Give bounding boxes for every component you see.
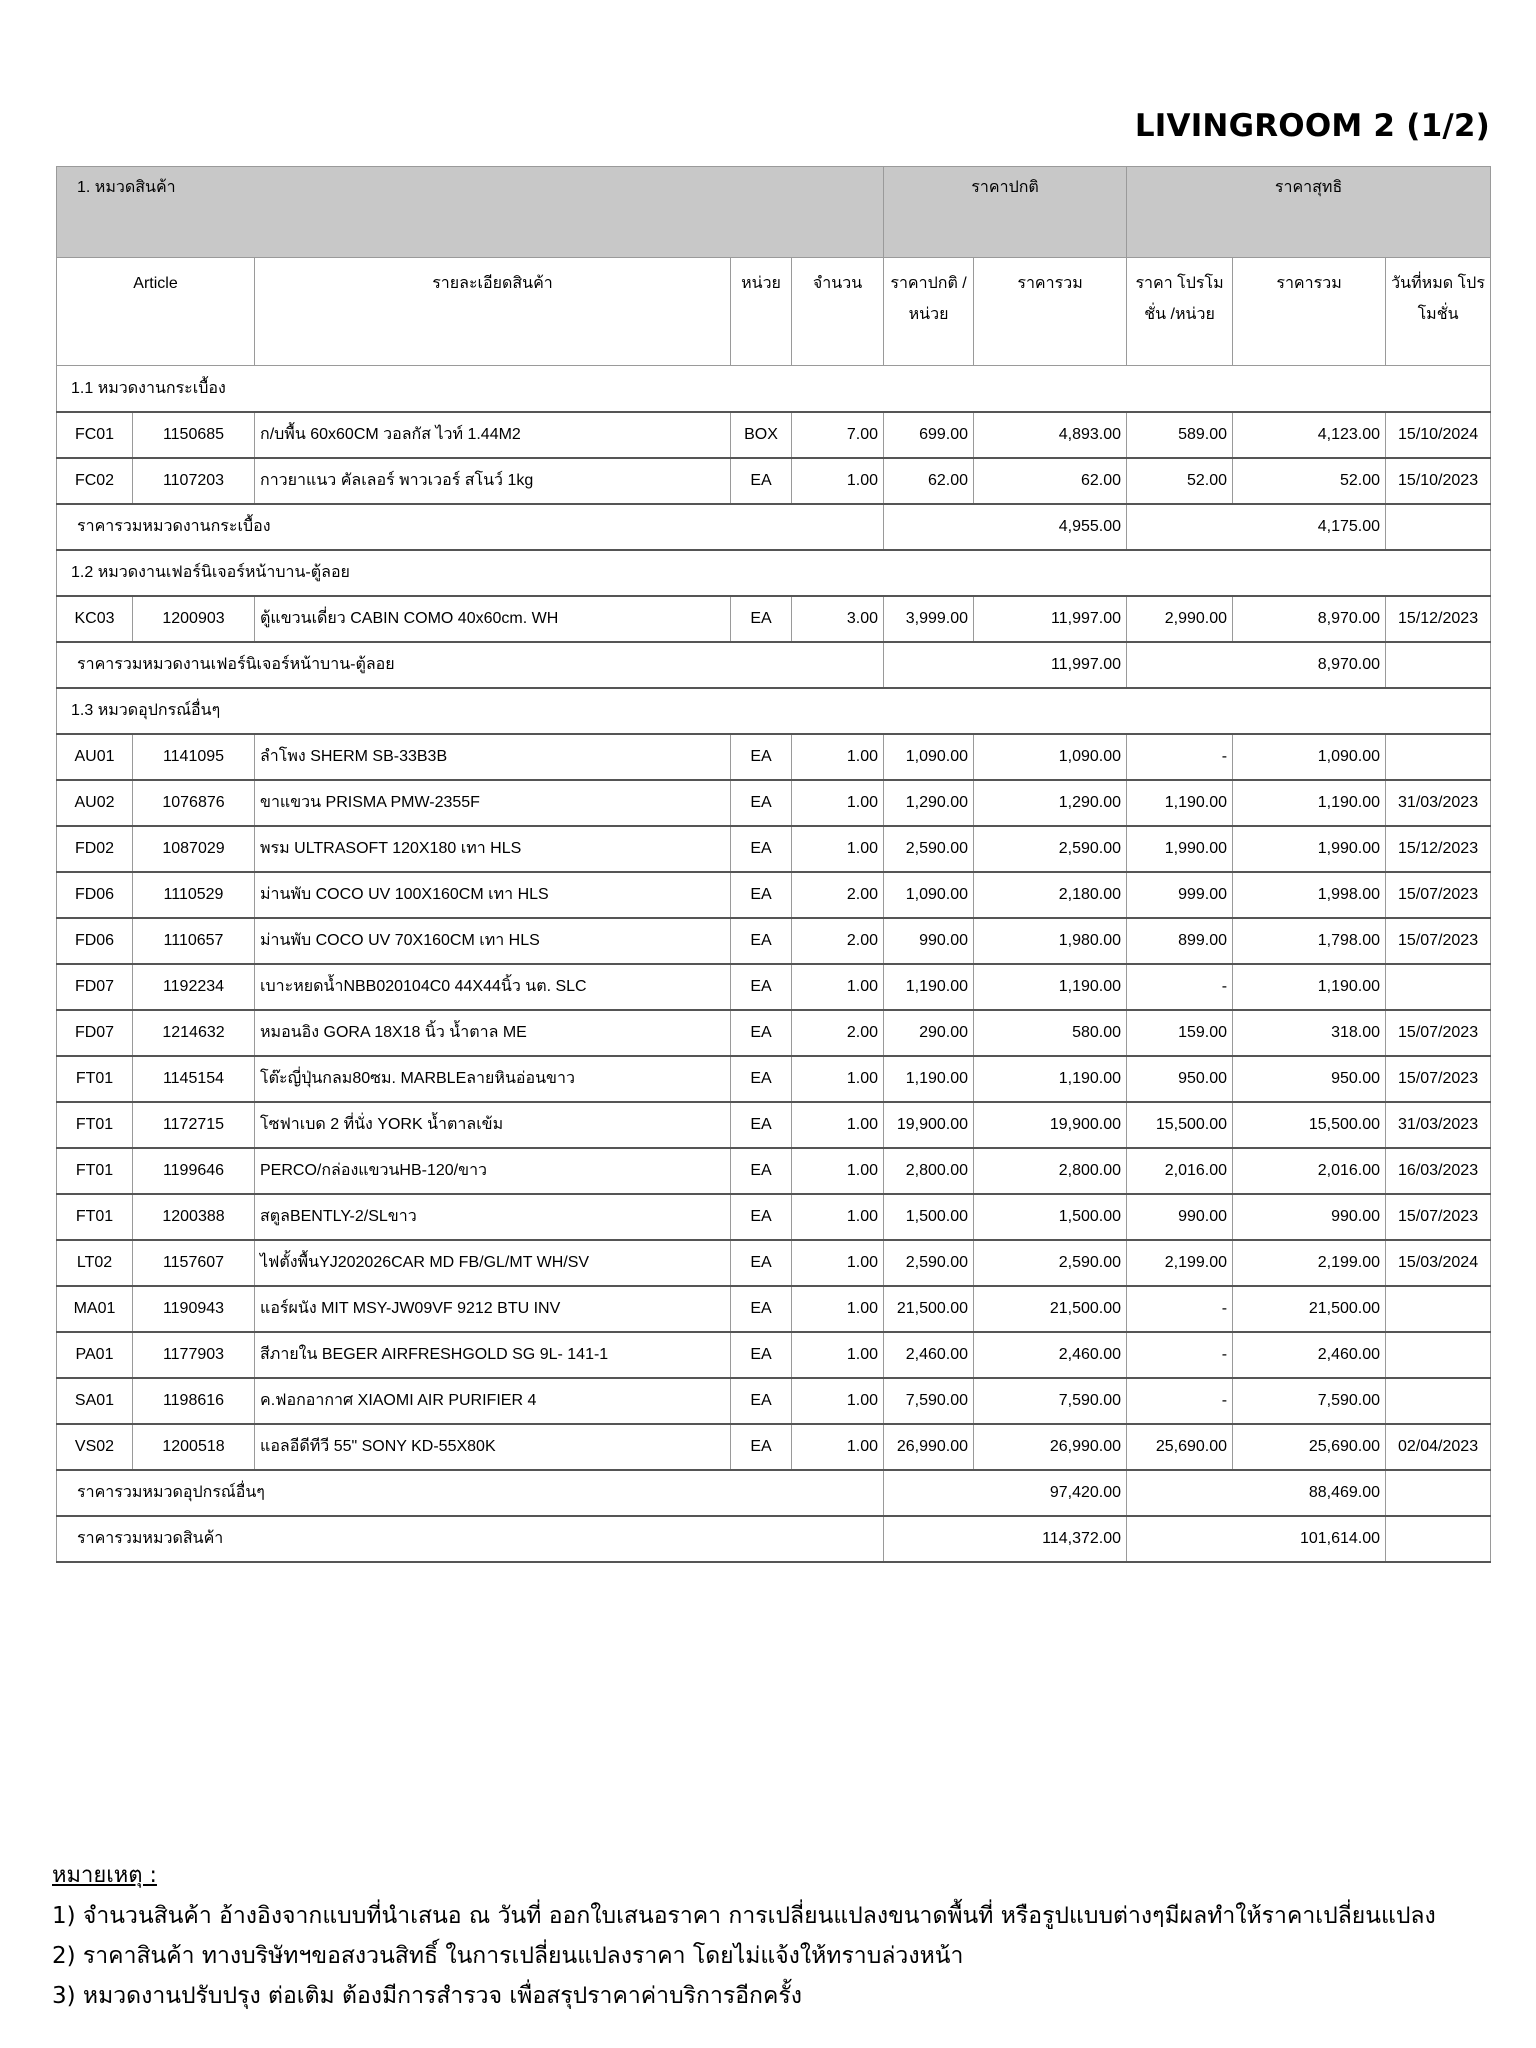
item-promo-total: 1,190.00 — [1233, 780, 1386, 826]
item-code: AU02 — [57, 780, 133, 826]
table-row — [57, 964, 1491, 1010]
item-description: ขาแขวน PRISMA PMW-2355F — [255, 780, 731, 826]
subtotal-normal: 11,997.00 — [884, 642, 1127, 688]
item-promo-price: 52.00 — [1127, 458, 1233, 504]
item-total: 1,290.00 — [974, 780, 1127, 826]
note-line: 1) จำนวนสินค้า อ้างอิงจากแบบที่นำเสนอ ณ วันที่ ออกใบเสนอราคา การเปลี่ยนแปลงขนาดพื้นที่ หรือรูปแบบต่างๆมีผลทำให้ราคาเปลี่ยนแปลง — [52, 1903, 1436, 1929]
category-header: 1. หมวดสินค้า — [57, 167, 884, 258]
table-row — [57, 458, 1491, 504]
item-qty: 3.00 — [792, 596, 884, 642]
item-total: 2,180.00 — [974, 872, 1127, 918]
item-code: FC01 — [57, 412, 133, 458]
item-qty: 1.00 — [792, 1378, 884, 1424]
item-promo-total: 25,690.00 — [1233, 1424, 1386, 1470]
item-code: SA01 — [57, 1378, 133, 1424]
item-promo-end — [1386, 1378, 1491, 1424]
item-unit-price: 1,190.00 — [884, 964, 974, 1010]
subtotal-empty — [1386, 504, 1491, 550]
item-unit: EA — [731, 826, 792, 872]
item-description: ก/บพื้น 60x60CM วอลกัส ไวท์ 1.44M2 — [255, 412, 731, 458]
item-unit-price: 1,500.00 — [884, 1194, 974, 1240]
note-line: 3) หมวดงานปรับปรุง ต่อเติม ต้องมีการสำรวจ เพื่อสรุปราคาค่าบริการอีกครั้ง — [52, 1983, 802, 2009]
subtotal-row — [57, 504, 1491, 550]
table-row — [57, 826, 1491, 872]
quotation-table — [56, 166, 1491, 1563]
item-unit-price: 290.00 — [884, 1010, 974, 1056]
subtotal-net: 8,970.00 — [1127, 642, 1386, 688]
item-description: ตู้แขวนเดี่ยว CABIN COMO 40x60cm. WH — [255, 596, 731, 642]
section-row — [57, 688, 1491, 734]
item-description: ม่านพับ COCO UV 100X160CM เทา HLS — [255, 872, 731, 918]
grand-total-row — [57, 1516, 1491, 1562]
item-total: 2,590.00 — [974, 826, 1127, 872]
item-code: FD02 — [57, 826, 133, 872]
item-article: 1190943 — [133, 1286, 255, 1332]
item-unit: EA — [731, 1424, 792, 1470]
item-total: 1,190.00 — [974, 1056, 1127, 1102]
subtotal-net: 4,175.00 — [1127, 504, 1386, 550]
item-qty: 1.00 — [792, 1240, 884, 1286]
item-promo-end: 02/04/2023 — [1386, 1424, 1491, 1470]
item-unit: EA — [731, 1148, 792, 1194]
item-promo-end: 31/03/2023 — [1386, 780, 1491, 826]
subtotal-row — [57, 1470, 1491, 1516]
item-promo-total: 950.00 — [1233, 1056, 1386, 1102]
item-unit-price: 19,900.00 — [884, 1102, 974, 1148]
normal-price-header: ราคาปกติ — [884, 167, 1127, 258]
table-row — [57, 412, 1491, 458]
item-unit-price: 2,800.00 — [884, 1148, 974, 1194]
item-qty: 1.00 — [792, 1286, 884, 1332]
item-total: 4,893.00 — [974, 412, 1127, 458]
item-description: สีภายใน BEGER AIRFRESHGOLD SG 9L- 141-1 — [255, 1332, 731, 1378]
item-qty: 1.00 — [792, 964, 884, 1010]
item-unit: EA — [731, 1240, 792, 1286]
item-unit: EA — [731, 1378, 792, 1424]
item-promo-price: - — [1127, 1378, 1233, 1424]
grand-total-net: 101,614.00 — [1127, 1516, 1386, 1562]
item-promo-end: 15/07/2023 — [1386, 1056, 1491, 1102]
item-unit-price: 990.00 — [884, 918, 974, 964]
item-article: 1145154 — [133, 1056, 255, 1102]
item-article: 1110657 — [133, 918, 255, 964]
item-promo-end: 15/07/2023 — [1386, 918, 1491, 964]
item-qty: 1.00 — [792, 826, 884, 872]
item-promo-total: 1,998.00 — [1233, 872, 1386, 918]
notes — [52, 1856, 1436, 2016]
item-promo-end: 15/07/2023 — [1386, 1194, 1491, 1240]
item-promo-total: 1,798.00 — [1233, 918, 1386, 964]
item-code: KC03 — [57, 596, 133, 642]
item-promo-price: 950.00 — [1127, 1056, 1233, 1102]
item-code: MA01 — [57, 1286, 133, 1332]
item-promo-total: 1,090.00 — [1233, 734, 1386, 780]
item-description: ม่านพับ COCO UV 70X160CM เทา HLS — [255, 918, 731, 964]
item-qty: 7.00 — [792, 412, 884, 458]
item-unit: EA — [731, 1286, 792, 1332]
item-qty: 1.00 — [792, 1194, 884, 1240]
section-row — [57, 366, 1491, 412]
col-promo-price: ราคา โปรโมชั่น /หน่วย — [1127, 258, 1233, 366]
item-promo-price: 2,199.00 — [1127, 1240, 1233, 1286]
subtotal-label: ราคารวมหมวดงานเฟอร์นิเจอร์หน้าบาน-ตู้ลอย — [57, 642, 884, 688]
item-article: 1200388 — [133, 1194, 255, 1240]
item-unit: EA — [731, 596, 792, 642]
item-code: AU01 — [57, 734, 133, 780]
item-qty: 1.00 — [792, 734, 884, 780]
item-promo-total: 1,990.00 — [1233, 826, 1386, 872]
item-code: FT01 — [57, 1056, 133, 1102]
table-row — [57, 1332, 1491, 1378]
item-promo-end: 15/07/2023 — [1386, 872, 1491, 918]
item-unit: EA — [731, 1194, 792, 1240]
net-price-header: ราคาสุทธิ — [1127, 167, 1491, 258]
item-qty: 1.00 — [792, 1148, 884, 1194]
item-qty: 1.00 — [792, 1424, 884, 1470]
item-qty: 1.00 — [792, 1332, 884, 1378]
item-description: ไฟตั้งพื้นYJ202026CAR MD FB/GL/MT WH/SV — [255, 1240, 731, 1286]
table-row — [57, 1378, 1491, 1424]
section-title: 1.3 หมวดอุปกรณ์อื่นๆ — [57, 688, 1491, 734]
item-qty: 1.00 — [792, 780, 884, 826]
item-qty: 1.00 — [792, 458, 884, 504]
item-promo-price: - — [1127, 734, 1233, 780]
item-description: โซฟาเบด 2 ที่นั่ง YORK น้ำตาลเข้ม — [255, 1102, 731, 1148]
item-article: 1157607 — [133, 1240, 255, 1286]
item-unit: EA — [731, 1056, 792, 1102]
table-row — [57, 1148, 1491, 1194]
subtotal-empty — [1386, 1470, 1491, 1516]
item-promo-end — [1386, 734, 1491, 780]
item-unit-price: 699.00 — [884, 412, 974, 458]
item-description: หมอนอิง GORA 18X18 นิ้ว น้ำตาล ME — [255, 1010, 731, 1056]
item-total: 7,590.00 — [974, 1378, 1127, 1424]
item-promo-total: 21,500.00 — [1233, 1286, 1386, 1332]
item-promo-end: 15/12/2023 — [1386, 826, 1491, 872]
item-article: 1107203 — [133, 458, 255, 504]
table-row — [57, 872, 1491, 918]
item-promo-total: 2,460.00 — [1233, 1332, 1386, 1378]
item-promo-total: 318.00 — [1233, 1010, 1386, 1056]
item-total: 1,190.00 — [974, 964, 1127, 1010]
col-total: ราคารวม — [974, 258, 1127, 366]
item-promo-price: - — [1127, 964, 1233, 1010]
item-unit: BOX — [731, 412, 792, 458]
item-code: FD06 — [57, 872, 133, 918]
table-row — [57, 1102, 1491, 1148]
item-code: LT02 — [57, 1240, 133, 1286]
item-code: FD07 — [57, 1010, 133, 1056]
item-code: FD06 — [57, 918, 133, 964]
subtotal-row — [57, 642, 1491, 688]
item-unit: EA — [731, 1010, 792, 1056]
subtotal-label: ราคารวมหมวดงานกระเบื้อง — [57, 504, 884, 550]
item-total: 19,900.00 — [974, 1102, 1127, 1148]
item-promo-end: 15/03/2024 — [1386, 1240, 1491, 1286]
item-description: โต๊ะญี่ปุ่นกลม80ซม. MARBLEลายหินอ่อนขาว — [255, 1056, 731, 1102]
item-total: 1,980.00 — [974, 918, 1127, 964]
item-description: PERCO/กล่องแขวนHB-120/ขาว — [255, 1148, 731, 1194]
table-row — [57, 780, 1491, 826]
item-total: 62.00 — [974, 458, 1127, 504]
table-column-header — [57, 258, 1491, 366]
item-unit-price: 7,590.00 — [884, 1378, 974, 1424]
item-total: 1,500.00 — [974, 1194, 1127, 1240]
item-promo-price: 25,690.00 — [1127, 1424, 1233, 1470]
item-promo-price: 2,016.00 — [1127, 1148, 1233, 1194]
item-article: 1141095 — [133, 734, 255, 780]
item-article: 1198616 — [133, 1378, 255, 1424]
item-qty: 2.00 — [792, 872, 884, 918]
col-promo-end: วันที่หมด โปรโมชั่น — [1386, 258, 1491, 366]
item-promo-end: 31/03/2023 — [1386, 1102, 1491, 1148]
item-total: 2,460.00 — [974, 1332, 1127, 1378]
item-promo-price: 1,190.00 — [1127, 780, 1233, 826]
item-unit: EA — [731, 964, 792, 1010]
item-promo-total: 990.00 — [1233, 1194, 1386, 1240]
item-total: 2,800.00 — [974, 1148, 1127, 1194]
col-qty: จำนวน — [792, 258, 884, 366]
item-promo-total: 52.00 — [1233, 458, 1386, 504]
subtotal-normal: 97,420.00 — [884, 1470, 1127, 1516]
subtotal-label: ราคารวมหมวดอุปกรณ์อื่นๆ — [57, 1470, 884, 1516]
item-unit: EA — [731, 780, 792, 826]
item-total: 21,500.00 — [974, 1286, 1127, 1332]
item-promo-total: 2,199.00 — [1233, 1240, 1386, 1286]
item-unit-price: 2,460.00 — [884, 1332, 974, 1378]
item-unit: EA — [731, 872, 792, 918]
item-promo-price: 15,500.00 — [1127, 1102, 1233, 1148]
item-total: 26,990.00 — [974, 1424, 1127, 1470]
grand-total-empty — [1386, 1516, 1491, 1562]
item-description: เบาะหยดน้ำNBB020104C0 44X44นิ้ว นต. SLC — [255, 964, 731, 1010]
col-description: รายละเอียดสินค้า — [255, 258, 731, 366]
item-code: FT01 — [57, 1194, 133, 1240]
item-description: กาวยาแนว คัลเลอร์ พาวเวอร์ สโนว์ 1kg — [255, 458, 731, 504]
item-total: 2,590.00 — [974, 1240, 1127, 1286]
item-unit: EA — [731, 734, 792, 780]
item-description: แอลอีดีทีวี 55" SONY KD-55X80K — [255, 1424, 731, 1470]
item-unit: EA — [731, 1332, 792, 1378]
item-promo-price: - — [1127, 1332, 1233, 1378]
item-description: สตูลBENTLY-2/SLขาว — [255, 1194, 731, 1240]
section-title: 1.2 หมวดงานเฟอร์นิเจอร์หน้าบาน-ตู้ลอย — [57, 550, 1491, 596]
item-article: 1199646 — [133, 1148, 255, 1194]
table-row — [57, 1194, 1491, 1240]
note-line: 2) ราคาสินค้า ทางบริษัทฯขอสงวนสิทธิ์ ในการเปลี่ยนแปลงราคา โดยไม่แจ้งให้ทราบล่วงหน้า — [52, 1943, 964, 1969]
table-row — [57, 734, 1491, 780]
item-unit-price: 1,090.00 — [884, 872, 974, 918]
grand-total-normal: 114,372.00 — [884, 1516, 1127, 1562]
grand-total-label: ราคารวมหมวดสินค้า — [57, 1516, 884, 1562]
item-code: FC02 — [57, 458, 133, 504]
item-promo-total: 2,016.00 — [1233, 1148, 1386, 1194]
item-code: FT01 — [57, 1102, 133, 1148]
page-title: LIVINGROOM 2 (1/2) — [1134, 108, 1490, 144]
table-row — [57, 1056, 1491, 1102]
table-row — [57, 918, 1491, 964]
item-code: FT01 — [57, 1148, 133, 1194]
item-total: 1,090.00 — [974, 734, 1127, 780]
item-unit-price: 1,190.00 — [884, 1056, 974, 1102]
item-promo-total: 15,500.00 — [1233, 1102, 1386, 1148]
item-qty: 1.00 — [792, 1102, 884, 1148]
item-promo-price: 1,990.00 — [1127, 826, 1233, 872]
item-article: 1150685 — [133, 412, 255, 458]
item-unit-price: 1,290.00 — [884, 780, 974, 826]
item-unit-price: 2,590.00 — [884, 1240, 974, 1286]
subtotal-normal: 4,955.00 — [884, 504, 1127, 550]
item-promo-total: 1,190.00 — [1233, 964, 1386, 1010]
item-description: แอร์ผนัง MIT MSY-JW09VF 9212 BTU INV — [255, 1286, 731, 1332]
item-promo-total: 4,123.00 — [1233, 412, 1386, 458]
item-code: VS02 — [57, 1424, 133, 1470]
col-article: Article — [57, 258, 255, 366]
item-article: 1200518 — [133, 1424, 255, 1470]
notes-title: หมายเหตุ : — [52, 1863, 157, 1888]
item-promo-end: 16/03/2023 — [1386, 1148, 1491, 1194]
item-promo-end — [1386, 1286, 1491, 1332]
item-total: 11,997.00 — [974, 596, 1127, 642]
item-promo-end — [1386, 1332, 1491, 1378]
item-article: 1200903 — [133, 596, 255, 642]
item-unit: EA — [731, 458, 792, 504]
col-unit-price: ราคาปกติ /หน่วย — [884, 258, 974, 366]
item-code: FD07 — [57, 964, 133, 1010]
item-description: พรม ULTRASOFT 120X180 เทา HLS — [255, 826, 731, 872]
item-article: 1177903 — [133, 1332, 255, 1378]
item-unit-price: 26,990.00 — [884, 1424, 974, 1470]
item-article: 1110529 — [133, 872, 255, 918]
item-promo-total: 7,590.00 — [1233, 1378, 1386, 1424]
item-unit-price: 2,590.00 — [884, 826, 974, 872]
item-description: ค.ฟอกอากาศ XIAOMI AIR PURIFIER 4 — [255, 1378, 731, 1424]
col-promo-total: ราคารวม — [1233, 258, 1386, 366]
item-unit-price: 62.00 — [884, 458, 974, 504]
item-article: 1192234 — [133, 964, 255, 1010]
table-row — [57, 1240, 1491, 1286]
item-promo-price: 899.00 — [1127, 918, 1233, 964]
item-promo-end — [1386, 964, 1491, 1010]
item-code: PA01 — [57, 1332, 133, 1378]
table-row — [57, 596, 1491, 642]
table-row — [57, 1286, 1491, 1332]
item-qty: 2.00 — [792, 918, 884, 964]
table-group-header — [57, 167, 1491, 258]
item-description: ลำโพง SHERM SB-33B3B — [255, 734, 731, 780]
item-promo-price: 589.00 — [1127, 412, 1233, 458]
col-unit: หน่วย — [731, 258, 792, 366]
table-row — [57, 1424, 1491, 1470]
subtotal-net: 88,469.00 — [1127, 1470, 1386, 1516]
item-unit-price: 21,500.00 — [884, 1286, 974, 1332]
item-promo-end: 15/07/2023 — [1386, 1010, 1491, 1056]
table-row — [57, 1010, 1491, 1056]
item-promo-price: 159.00 — [1127, 1010, 1233, 1056]
section-title: 1.1 หมวดงานกระเบื้อง — [57, 366, 1491, 412]
item-unit: EA — [731, 1102, 792, 1148]
item-unit-price: 1,090.00 — [884, 734, 974, 780]
item-unit: EA — [731, 918, 792, 964]
item-promo-price: - — [1127, 1286, 1233, 1332]
item-article: 1214632 — [133, 1010, 255, 1056]
item-article: 1087029 — [133, 826, 255, 872]
item-promo-price: 999.00 — [1127, 872, 1233, 918]
item-promo-price: 2,990.00 — [1127, 596, 1233, 642]
item-promo-price: 990.00 — [1127, 1194, 1233, 1240]
subtotal-empty — [1386, 642, 1491, 688]
item-unit-price: 3,999.00 — [884, 596, 974, 642]
item-qty: 2.00 — [792, 1010, 884, 1056]
item-promo-end: 15/12/2023 — [1386, 596, 1491, 642]
item-promo-end: 15/10/2024 — [1386, 412, 1491, 458]
item-article: 1172715 — [133, 1102, 255, 1148]
section-row — [57, 550, 1491, 596]
item-promo-total: 8,970.00 — [1233, 596, 1386, 642]
item-qty: 1.00 — [792, 1056, 884, 1102]
item-article: 1076876 — [133, 780, 255, 826]
item-promo-end: 15/10/2023 — [1386, 458, 1491, 504]
item-total: 580.00 — [974, 1010, 1127, 1056]
